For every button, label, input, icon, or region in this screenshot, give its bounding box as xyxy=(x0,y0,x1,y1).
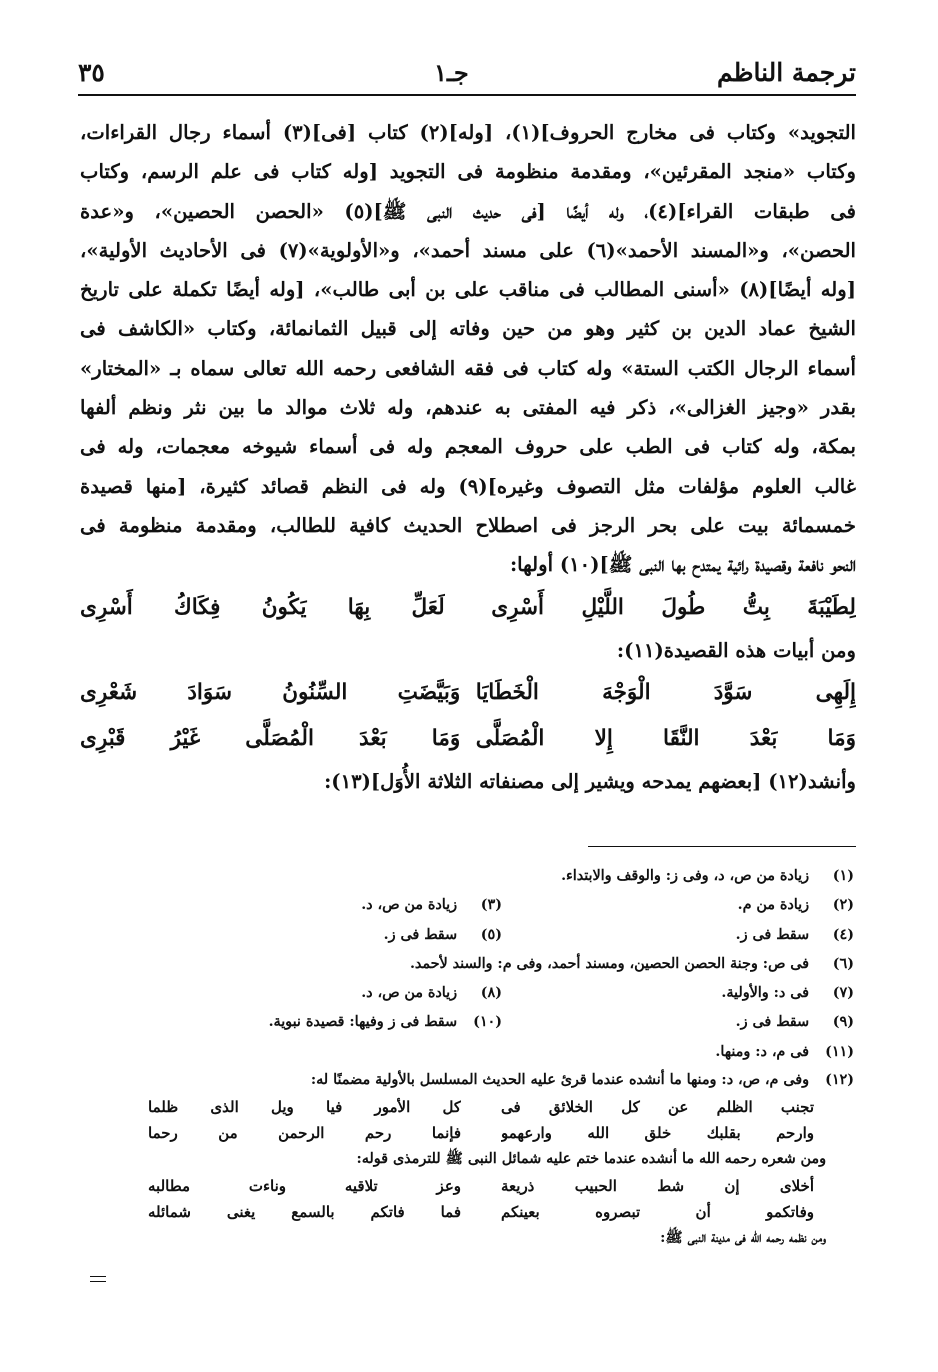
footnote-verse xyxy=(80,1199,854,1225)
footnote-number: (١) xyxy=(832,868,854,884)
footnote-number: (١٠) xyxy=(473,1014,502,1031)
footnote-text: سقط فى ز وفيها: قصيدة نبوية. xyxy=(268,1014,458,1031)
footnote-text: زيادة من ص، د. xyxy=(361,897,458,914)
text-line: وأنشد(١٢) [بعضهم يمدحه ويشير إلى مصنفاته الثلاثة الأُوَل](١٣): xyxy=(324,769,856,793)
verse-first-hemistich: وارحم بقلبك خلق الله وارعهمو xyxy=(500,1124,814,1143)
footnote-number: (٢) xyxy=(832,897,854,914)
verse-first-hemistich: تجنب الظلم عن كل الخلائق فى xyxy=(500,1098,814,1117)
footnote-number: (١٢) xyxy=(825,1072,854,1089)
text-line: التجويد» وكتاب فى مخارج الحروف](١)، [وله](٢) كتاب [فى](٣) أسماء رجال القراءات، xyxy=(80,121,856,144)
poem-verse xyxy=(80,585,856,631)
footnote-pair xyxy=(80,891,854,920)
text-line: [وله أيضًا](٨) «أسنى المطالب فى مناقب على بن أبى طالب»، [وله أيضًا تكملة على تاريخ xyxy=(80,278,856,302)
text-line: غالب العلوم مؤلفات مثل التصوف وغيره](٩) وله فى النظم قصائد كثيرة، [منها قصيدة xyxy=(80,474,856,498)
page-number: ٣٥ xyxy=(78,58,105,87)
text-line: فى طبقات القراء](٤)، وله أيضًا [فى حديث النبى ﷺ](٥) «الحصن الحصين»، و«عدة xyxy=(80,199,856,223)
continuation-mark xyxy=(90,1276,106,1286)
footnote-verse xyxy=(80,1173,854,1199)
text-line: وكتاب «منجد المقرئين»، ومقدمة منظومة فى التجويد [وله كتاب فى علم الرسم، وكتاب xyxy=(80,160,856,184)
footnote-verse xyxy=(80,1094,854,1120)
footnote xyxy=(80,862,854,891)
text-line: بمكة، وله كتاب فى الطب على حروف المعجم وله فى أسماء شيوخه معجمات، وله فى xyxy=(80,435,856,459)
footnote-pair xyxy=(80,979,854,1008)
footnote-text: وفى م، ص، د: ومنها ما أنشده عندما قرئ عليه الحديث المسلسل بالأولية مضمنًا له: xyxy=(310,1072,810,1089)
footnote-text: زيادة من ص، د، وفى ز: والوقف والابتداء. xyxy=(561,868,810,884)
footnote-number: (٣) xyxy=(480,897,502,914)
running-header xyxy=(78,54,856,96)
verse-second-hemistich: فما فاتكم بالسمع يغنى شمائله xyxy=(148,1202,462,1221)
footnote-verse xyxy=(80,1120,854,1146)
verse-first-hemistich: لِطَيْبَةَ بِتُّ طُولَ اللَّيْلِ أَسْرِى xyxy=(491,594,856,620)
footnote-number: (٦) xyxy=(832,955,854,972)
text-line: بقدر «وجيز الغزالى»، ذكر فيه المفتى به عندهم، وله ثلاث موالد ما بين نثر ونظم ألفها xyxy=(80,396,856,420)
footnote-number: (٧) xyxy=(832,985,854,1002)
verse-second-hemistich: وعز تلاقيه وناءت مطالبه xyxy=(148,1176,462,1195)
footnote-pair xyxy=(80,1008,854,1037)
footnote-text: زيادة من ص، د. xyxy=(361,985,458,1002)
footnote-number: (٨) xyxy=(480,985,502,1002)
footnote-pair xyxy=(80,921,854,950)
footnote-text: فى م، د: ومنها. xyxy=(715,1043,810,1060)
verse-first-hemistich: وَمَا بَعْدَ النَّقَا إِلا الْمُصَلَّى xyxy=(475,725,856,751)
footnote-separator xyxy=(588,846,856,847)
footnote-number: (٥) xyxy=(480,926,502,943)
footnote xyxy=(80,950,854,979)
verse-second-hemistich: وَمَا بَعْدَ الْمُصَلَّى غَيْرُ قَبْرِى xyxy=(80,725,461,751)
footnote-number: (١١) xyxy=(825,1043,854,1060)
verse-second-hemistich: كل الأمور فيا ويل الذى ظلما xyxy=(148,1098,462,1117)
poem-verse xyxy=(80,670,856,716)
text-line: النحو نافعة وقصيدة رائية يمتدح بها النبى ﷺ](١٠) أولها: xyxy=(509,553,856,577)
footnote-text: زيادة من م. xyxy=(737,897,810,914)
footnote xyxy=(80,1038,854,1067)
footnote-text: سقط فى ز. xyxy=(735,926,810,943)
header-rule xyxy=(78,94,856,96)
main-text xyxy=(80,113,856,801)
verse-first-hemistich: وفاتكمو أن تبصروه بعينكم xyxy=(500,1202,814,1221)
footnote-text: سقط فى ز. xyxy=(383,926,458,943)
footnote-text: فى ص: وجنة الحصن الحصين، ومسند أحمد، وفى م: والسند لأحمد. xyxy=(409,955,810,972)
footnote-text: ومن نظمه رحمه الله فى مدينة النبى ﷺ: xyxy=(660,1230,826,1247)
footnote-text: فى د: والأولية. xyxy=(721,985,810,1002)
poem-verse xyxy=(80,716,856,762)
footnote-text: سقط فى ز. xyxy=(735,1014,810,1031)
text-line: الشيخ عماد الدين بن كثير وهو من حين وفاته إلى قبيل الثمانمائة، وكتاب «الكاشف فى xyxy=(80,317,856,341)
footnote-number: (٤) xyxy=(832,926,854,943)
verse-first-hemistich: أخلاى إن شط الحبيب ذريعة xyxy=(500,1176,814,1195)
footnote-text: ومن شعره رحمه الله ما أنشده عندما ختم عليه شمائل النبى ﷺ للترمذى قوله: xyxy=(356,1151,826,1168)
footnote xyxy=(80,1067,854,1094)
footnote-number: (٩) xyxy=(832,1014,854,1031)
text-line: خمسمائة بيت على بحر الرجز فى اصطلاح الحديث كافية للطالب، ومقدمة منظومة فى xyxy=(80,513,856,537)
verse-second-hemistich: لَعَلِّ بِهَا يَكُونُ فِكَاكُ أَسْرِى xyxy=(80,594,445,620)
footnotes xyxy=(80,862,854,1251)
verse-second-hemistich: فإنما رحم الرحمن من رحما xyxy=(148,1124,462,1143)
text-line: أسماء الرجال الكتب الستة» وله كتاب فى فقه الشافعى رحمه الله تعالى سماه بـ «المختار» xyxy=(80,356,856,380)
verse-first-hemistich: إِلَهِى سَوَّدَ الْوَجْهَ الْخَطَايَا xyxy=(475,679,856,705)
text-line: الحصن»، و«المسند الأحمد»(٦) على مسند أحمد»، و«الأولوية»(٧) فى الأحاديث الأولية»، xyxy=(80,238,856,262)
verse-second-hemistich: وَبَيَّضَتِ السِّنُونُ سَوَادَ شَعْرِى xyxy=(80,679,461,705)
volume-number: جـ١ xyxy=(434,58,469,87)
chapter-title: ترجمة الناظم xyxy=(716,58,856,87)
text-line: ومن أبيات هذه القصيدة(١١): xyxy=(616,638,856,662)
